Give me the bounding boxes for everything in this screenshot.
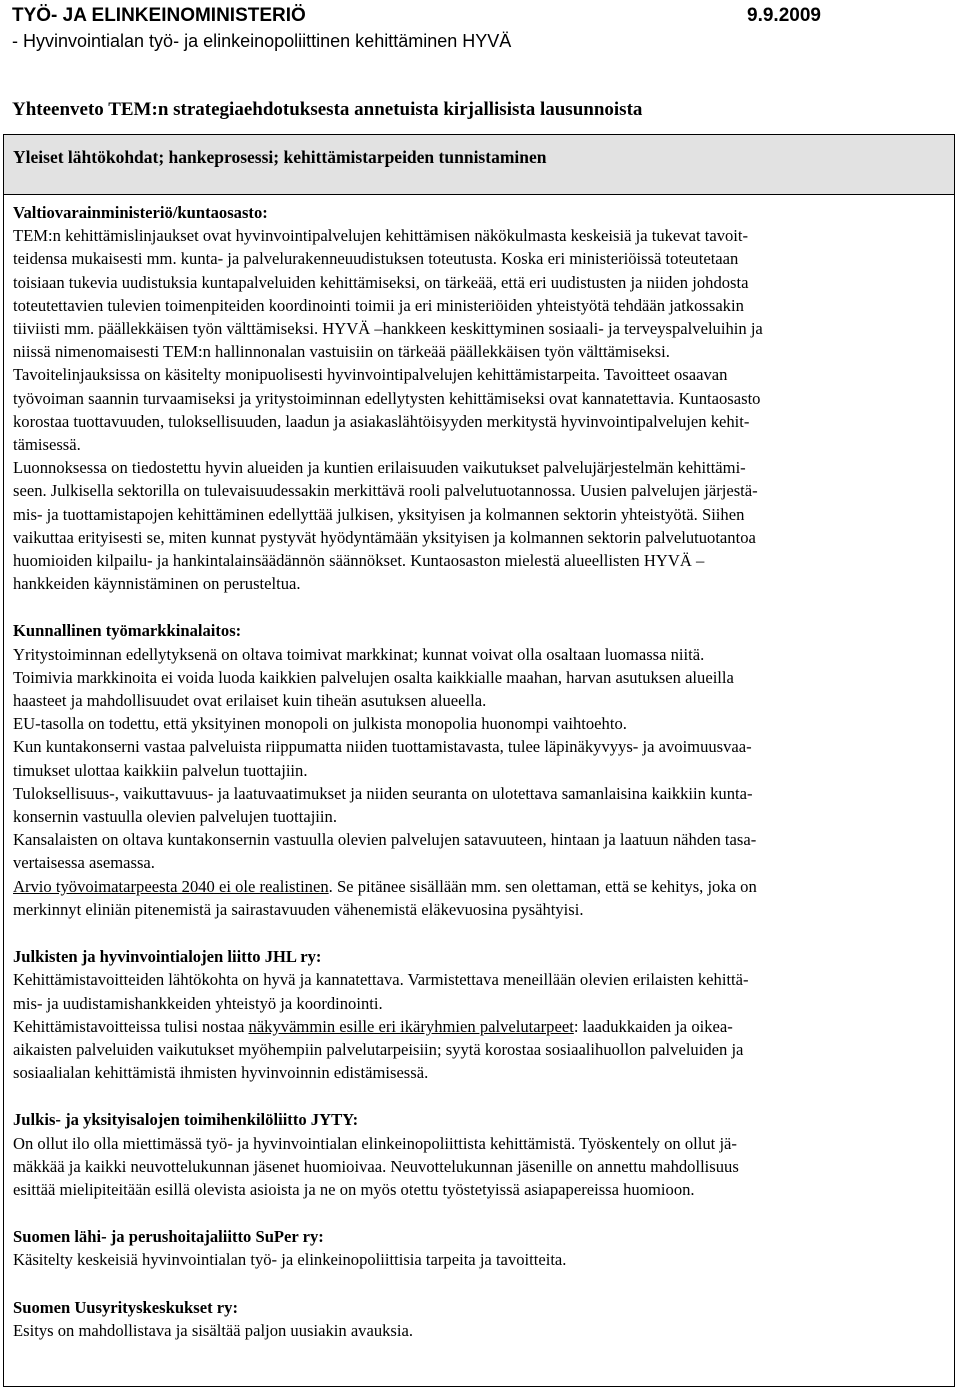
emphasized-text: näkyvämmin esille eri ikäryhmien palvelutarpeet: [248, 1016, 574, 1036]
paragraph-line: vaikuttaa erityisesti se, miten kunnat pystyvät hyödyntämään yksityisen ja kolmannen sektorin palvelutuotantoa: [13, 527, 756, 547]
table-body: [4, 195, 933, 1342]
statement-paragraph: [13, 712, 933, 735]
table-heading: Yleiset lähtökohdat; hankeprosessi; kehittämistarpeiden tunnistaminen: [4, 135, 954, 195]
paragraph-line: [13, 1015, 933, 1038]
paragraph-line: niissä nimenomaisesti TEM:n hallinnonalan vastuisiin on tärkeää päällekkäisen työn välttämiseksi.: [13, 342, 670, 362]
statement-paragraph: [13, 1248, 933, 1271]
header-subtitle: - Hyvinvointialan työ- ja elinkeinopoliittinen kehittäminen HYVÄ: [12, 31, 512, 51]
paragraph-line: merkinnyt eliniän pitenemistä ja sairastavuuden vähenemistä eläkevuosina pysähtyisi.: [13, 899, 584, 919]
text-run: : laadukkaiden ja oikea-: [573, 1016, 733, 1036]
paragraph-line: On ollut ilo olla miettimässä työ- ja hyvinvointialan elinkeinopoliittista kehittämistä. Työskentely on ollut jä-: [13, 1133, 737, 1153]
paragraph-line: Toimivia markkinoita ei voida luoda kaikkien palvelujen osalta kaikkialle maahan, harvan asutuksen alueilla: [13, 667, 734, 687]
statement-author-heading: Julkisten ja hyvinvointialojen liitto JHL ry:: [13, 947, 322, 967]
statement-paragraph: [13, 1015, 933, 1085]
paragraph-line: mäkkää ja kaikki neuvottelukunnan jäsenet huomioivaa. Neuvottelukunnan jäsenille on annettu mahdollisuus: [13, 1156, 739, 1176]
emphasized-text: Arvio työvoimatarpeesta 2040 ei ole realistinen: [13, 876, 329, 896]
summary-table: [3, 134, 955, 1387]
statement-section: [13, 1108, 933, 1201]
paragraph-line: teidensa mukaisesti mm. kunta- ja palvelurakenneuudistuksen toteutusta. Koska eri ministeriöissä toteutetaan: [13, 249, 739, 269]
statement-section: [13, 201, 933, 595]
statement-paragraph: [13, 643, 933, 666]
paragraph-line: Luonnoksessa on tiedostettu hyvin alueiden ja kuntien erilaisuuden vaikutukset palvelujärjestelmän kehittämi-: [13, 458, 746, 478]
statement-paragraph: [13, 875, 933, 921]
statement-paragraph: [13, 1132, 933, 1202]
paragraph-line: sosiaalialan kehittämistä ihmisten hyvinvoinnin edistämisessä.: [13, 1063, 429, 1083]
statement-section: [13, 945, 933, 1084]
statement-paragraph: [13, 735, 933, 781]
document-header: [12, 3, 952, 53]
document-title: Yhteenveto TEM:n strategiaehdotuksesta annetuista kirjallisista lausunnoista: [12, 99, 643, 120]
paragraph-line: aikaisten palveluiden vaikutukset myöhempiin palvelutarpeisiin; syytä korostaa sosiaalihuollon palveluiden ja: [13, 1039, 744, 1059]
statement-section: [13, 1225, 933, 1271]
paragraph-line: hankkeiden käynnistäminen on perusteltua.: [13, 574, 301, 594]
statement-paragraph: [13, 666, 933, 712]
paragraph-line: EU-tasolla on todettu, että yksityinen monopoli on julkista monopolia huonompi vaihtoehto.: [13, 714, 627, 734]
paragraph-line: Tuloksellisuus-, vaikuttavuus- ja laatuvaatimukset ja niiden seuranta on ulotettava samanlaisina kaikkiin kunta-: [13, 783, 753, 803]
header-top-line: [12, 3, 952, 29]
paragraph-line: toteutettavien tulevien toimenpiteiden koordinointi toimii ja eri ministeriöiden yhteistyötä tehdään jatkossakin: [13, 295, 744, 315]
paragraph-line: mis- ja tuottamistapojen kehittäminen edellyttää julkisen, yksityisen ja kolmannen sektorin yhteistyötä. Siihen: [13, 504, 745, 524]
paragraph-line: tiiviisti mm. päällekkäisen työn välttämiseksi. HYVÄ –hankkeen keskittyminen sosiaali- ja terveyspalveluihin ja: [13, 319, 763, 339]
paragraph-line: tämisessä.: [13, 435, 81, 455]
statement-paragraph: [13, 782, 933, 828]
paragraph-line: Käsitelty keskeisiä hyvinvointialan työ- ja elinkeinopoliittisia tarpeita ja tavoitteita.: [13, 1250, 567, 1270]
statement-author-heading: Kunnallinen työmarkkinalaitos:: [13, 621, 242, 641]
paragraph-line: timukset ulottaa kaikkiin palvelun tuottajiin.: [13, 760, 308, 780]
statement-paragraph: [13, 363, 933, 456]
text-run: . Se pitänee sisällään mm. sen olettaman, että se kehitys, joka on: [328, 876, 757, 896]
paragraph-line: vertaisessa asemassa.: [13, 853, 155, 873]
paragraph-line: esittää mielipiteitään esillä olevista asioista ja ne on myös otettu työstetyissä asiapapereissa huomioon.: [13, 1179, 695, 1199]
document-date: 9.9.2009: [747, 5, 821, 26]
statement-author-heading: Valtiovarainministeriö/kuntaosasto:: [13, 203, 268, 222]
paragraph-line: Tavoitelinjauksissa on käsitelty monipuolisesti hyvinvointipalvelujen kehittämistarpeita. Tavoitteet osaavan: [13, 365, 728, 385]
paragraph-line: työvoiman saannin turvaamiseksi ja yritystoiminnan edellytysten kehittämiseksi ovat kannatettavia. Kuntaosasto: [13, 388, 761, 408]
paragraph-line: korostaa tuottavuuden, tuloksellisuuden, laadun ja asiakaslähtöisyyden merkitystä hyvinvointipalvelujen kehit-: [13, 411, 750, 431]
statement-author-heading: Julkis- ja yksityisalojen toimihenkilöliitto JYTY:: [13, 1110, 359, 1130]
text-run: Kehittämistavoitteissa tulisi nostaa: [13, 1016, 249, 1036]
paragraph-line: Kansalaisten on oltava kuntakonsernin vastuulla olevien palvelujen satavuuteen, hintaan ja laatuun nähden tasa-: [13, 830, 757, 850]
statement-author-heading: Suomen Uusyrityskeskukset ry:: [13, 1297, 238, 1317]
paragraph-line: konsernin vastuulla olevien palvelujen tuottajiin.: [13, 807, 337, 827]
paragraph-line: seen. Julkisella sektorilla on tulevaisuudessakin merkittävä rooli palvelutuotannossa. Uusien palvelujen järjestä-: [13, 481, 758, 501]
statement-section: [13, 1296, 933, 1342]
paragraph-line: Kun kuntakonserni vastaa palveluista riippumatta niiden tuottamistavasta, tulee läpinäkyvyys- ja avoimuusvaa-: [13, 737, 752, 757]
statement-paragraph: [13, 968, 933, 1014]
ministry-name: TYÖ- JA ELINKEINOMINISTERIÖ: [12, 5, 306, 26]
paragraph-line: [13, 875, 933, 898]
statement-author-heading: Suomen lähi- ja perushoitajaliitto SuPer ry:: [13, 1227, 324, 1247]
statement-paragraph: [13, 224, 933, 363]
statement-paragraph: [13, 1319, 933, 1342]
paragraph-line: mis- ja uudistamishankkeiden yhteistyö ja koordinointi.: [13, 993, 383, 1013]
statement-paragraph: [13, 828, 933, 874]
paragraph-line: huomioiden kilpailu- ja hankintalainsäädännön säännökset. Kuntaosaston mielestä alueellisten HYVÄ –: [13, 551, 705, 571]
statement-section: [13, 619, 933, 921]
paragraph-line: TEM:n kehittämislinjaukset ovat hyvinvointipalvelujen kehittämisen näkökulmasta keskeisiä ja tukevat tavoit-: [13, 226, 749, 246]
paragraph-line: haasteet ja mahdollisuudet ovat erilaiset kuin tiheän asutuksen alueella.: [13, 691, 487, 711]
paragraph-line: Kehittämistavoitteiden lähtökohta on hyvä ja kannatettava. Varmistettava meneillään olevien erilaisten kehittä-: [13, 970, 749, 990]
paragraph-line: Yritystoiminnan edellytyksenä on oltava toimivat markkinat; kunnat voivat olla osaltaan luomassa niitä.: [13, 644, 705, 664]
paragraph-line: toisiaan tukevia uudistuksia kuntapalveluiden kehittämiseksi, on tärkeää, että eri uudistusten ja niiden johdosta: [13, 272, 749, 292]
statement-paragraph: [13, 456, 933, 595]
paragraph-line: Esitys on mahdollistava ja sisältää paljon uusiakin avauksia.: [13, 1320, 414, 1340]
